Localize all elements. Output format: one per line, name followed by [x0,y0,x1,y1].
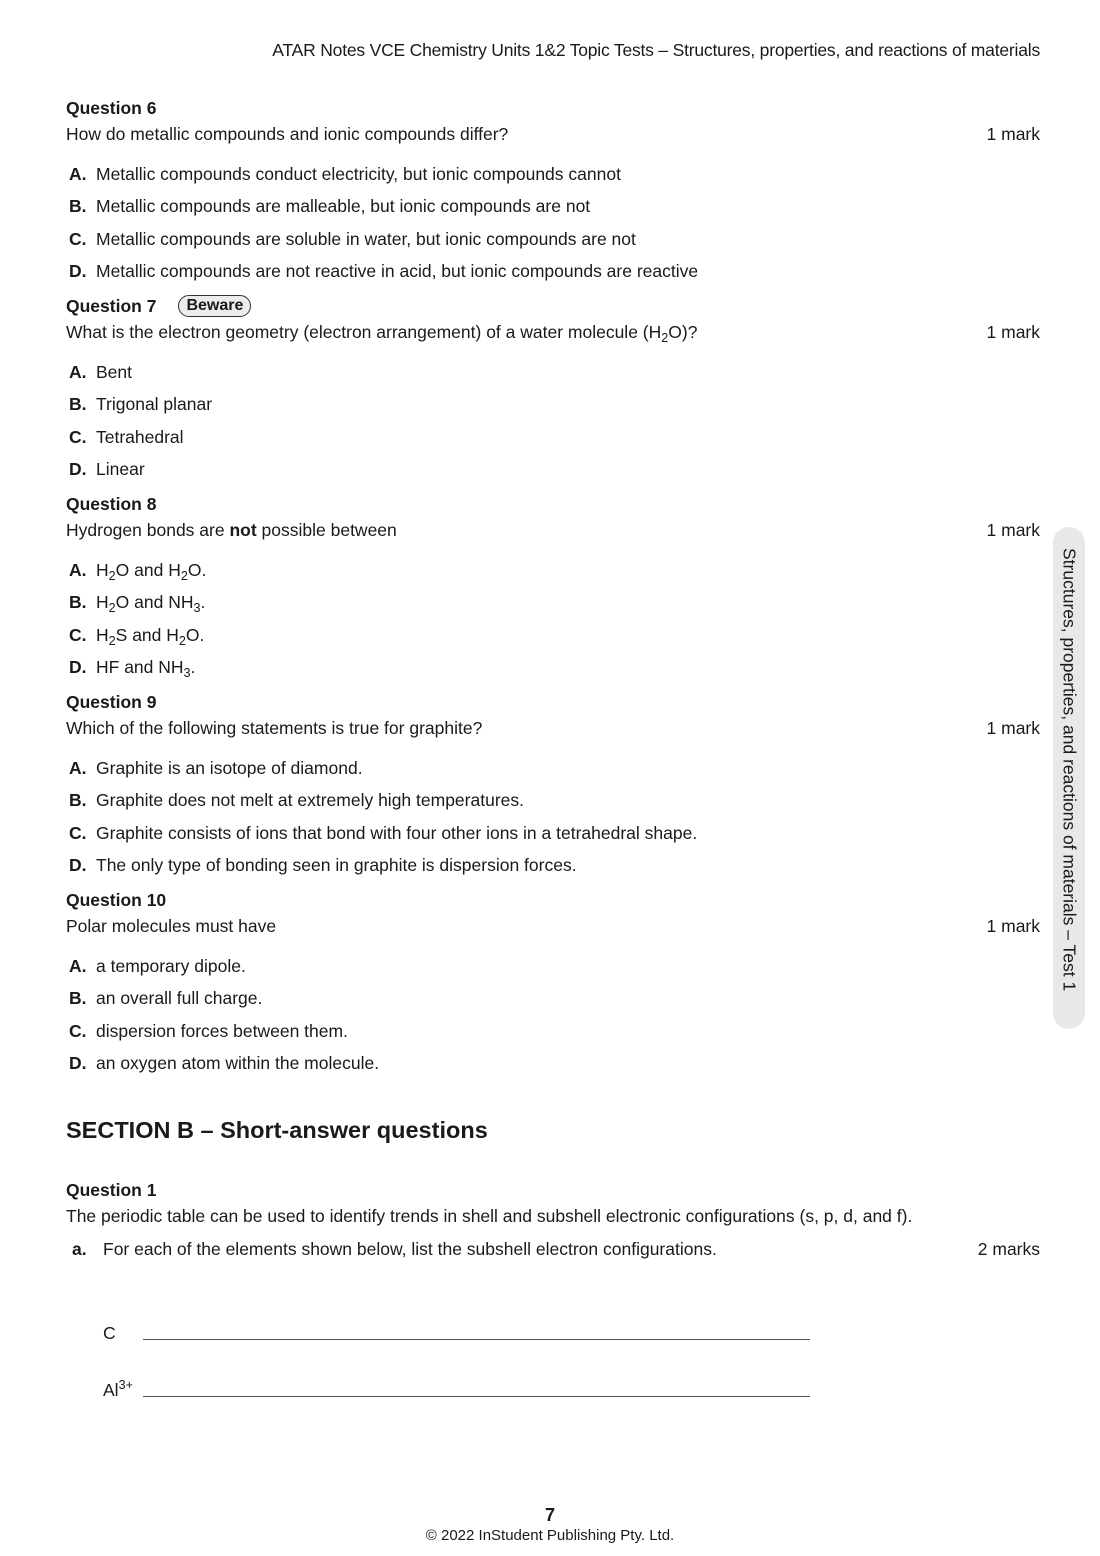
formula-part: . [200,592,206,613]
ion-charge: 3+ [118,1378,133,1393]
stem-post: O)? [668,321,698,342]
option-letter: A. [69,757,87,778]
option-letter: B. [69,394,87,415]
option-text: Linear [96,459,145,480]
formula-subscript: 2 [108,568,116,583]
formula-subscript: 3 [193,601,201,616]
page-content [66,96,1040,1264]
option-text: Graphite consists of ions that bond with four other ions in a tetrahedral shape. [96,822,698,843]
question-stem [66,516,1040,544]
option-d [66,850,1040,883]
formula-part: O. [187,559,207,580]
part-label: a. [72,1238,87,1259]
option-a [66,950,1040,983]
formula-subscript: 2 [180,568,188,583]
option-text [96,592,206,616]
stem-text [66,520,397,541]
option-letter: D. [69,855,87,876]
option-c [66,817,1040,850]
stem-text [66,322,697,343]
formula-part: O. [185,624,205,645]
question-6 [66,96,1040,288]
option-letter: B. [69,196,87,217]
stem-post: possible between [256,519,397,540]
question-stem [66,714,1040,742]
element-symbol: Al [103,1380,119,1400]
option-b [66,191,1040,224]
option-letter: C. [69,822,87,843]
option-letter: A. [69,163,87,184]
options-list [66,950,1040,1080]
option-letter: D. [69,657,87,678]
option-c [66,1015,1040,1048]
option-a [66,356,1040,389]
options-list [66,554,1040,684]
question-10 [66,888,1040,1080]
stem-pre: Hydrogen bonds are [66,519,230,540]
stem-text: Polar molecules must have [66,915,277,936]
answer-row-aluminium [103,1380,810,1401]
option-c [66,619,1040,652]
formula-part: O and NH [115,592,194,613]
question-title: Question 1 [66,1179,157,1200]
option-d [66,454,1040,487]
option-letter: B. [69,790,87,811]
option-d [66,652,1040,685]
options-list [66,158,1040,288]
marks-label: 1 mark [986,123,1040,144]
question-9 [66,690,1040,882]
formula-subscript: 3 [183,666,191,681]
section-b-question-1 [66,1178,1040,1264]
question-title [66,294,1040,318]
question-stem [66,318,1040,346]
option-text: Tetrahedral [96,426,184,447]
option-letter: C. [69,624,87,645]
option-letter: A. [69,361,87,382]
marks-label: 1 mark [986,519,1040,540]
option-d [66,256,1040,289]
option-text: an oxygen atom within the molecule. [96,1053,380,1074]
formula-subscript: 2 [108,601,116,616]
stem-emphasis: not [229,519,257,540]
option-b [66,587,1040,620]
option-letter: D. [69,459,87,480]
option-text: Trigonal planar [96,394,213,415]
option-letter: C. [69,426,87,447]
page-number: 7 [544,1505,555,1525]
part-text: For each of the elements shown below, list the subshell electron configurations. [103,1238,717,1259]
question-7 [66,294,1040,486]
marks-label: 1 mark [986,915,1040,936]
option-b [66,983,1040,1016]
option-letter: A. [69,955,87,976]
option-letter: C. [69,228,87,249]
option-letter: B. [69,592,87,613]
option-text: The only type of bonding seen in graphite is dispersion forces. [96,855,577,876]
option-b [66,389,1040,422]
question-stem [66,912,1040,940]
option-text [96,625,204,646]
formula-part: HF and NH [96,657,184,678]
answer-label: C [103,1323,116,1343]
stem-text: How do metallic compounds and ionic compounds differ? [66,123,509,144]
marks-label: 1 mark [986,321,1040,342]
formula-subscript: 2 [108,633,116,648]
option-c [66,421,1040,454]
answer-line[interactable] [143,1338,810,1340]
question-title: Question 9 [66,691,157,712]
option-text: Bent [96,361,132,382]
formula-part: H [96,592,109,613]
answer-line[interactable] [143,1395,810,1397]
option-a [66,752,1040,785]
question-stem [66,1202,1040,1230]
option-text: Graphite does not melt at extremely high temperatures. [96,790,524,811]
stem-text: Which of the following statements is true for graphite? [66,717,483,738]
answer-label [103,1380,143,1401]
stem-text: The periodic table can be used to identify trends in shell and subshell electronic configurations (s, p, d, and f). [66,1205,913,1226]
formula-part: H [96,624,109,645]
option-text: Metallic compounds are soluble in water, but ionic compounds are not [96,228,636,249]
answer-row-carbon [103,1323,810,1344]
option-d [66,1048,1040,1081]
option-c [66,223,1040,256]
question-stem [66,120,1040,148]
beware-badge: Beware [178,295,251,317]
option-a [66,158,1040,191]
question-title: Question 10 [66,889,167,910]
option-text: Graphite is an isotope of diamond. [96,757,363,778]
option-text [96,657,196,681]
copyright: © 2022 InStudent Publishing Pty. Ltd. [425,1527,675,1544]
option-text [96,560,206,581]
question-title-text: Question 7 [66,295,157,316]
running-header: ATAR Notes VCE Chemistry Units 1&2 Topic Tests – Structures, properties, and reactions of materials [272,40,1040,60]
option-text: Metallic compounds conduct electricity, but ionic compounds cannot [96,163,621,184]
section-b-title: SECTION B – Short-answer questions [66,1116,488,1143]
formula-part: O and H [115,559,181,580]
stem-pre: What is the electron geometry (electron arrangement) of a water molecule (H [66,321,662,342]
marks-label: 2 marks [977,1238,1040,1259]
option-letter: C. [69,1020,87,1041]
option-text: Metallic compounds are not reactive in acid, but ionic compounds are reactive [96,261,699,282]
option-b [66,785,1040,818]
option-text: a temporary dipole. [96,955,246,976]
options-list [66,356,1040,486]
stem-subscript: 2 [661,330,669,345]
side-tab-label: Structures, properties, and reactions of materials – Test 1 [1059,548,1080,992]
options-list [66,752,1040,882]
formula-part: . [190,657,196,678]
option-letter: D. [69,1053,87,1074]
formula-part: S and H [115,624,179,645]
marks-label: 1 mark [986,717,1040,738]
option-a [66,554,1040,587]
option-text: Metallic compounds are malleable, but ionic compounds are not [96,196,591,217]
option-text: an overall full charge. [96,988,263,1009]
formula-part: H [96,559,109,580]
question-title: Question 6 [66,97,157,118]
option-letter: A. [69,559,87,580]
question-title: Question 8 [66,493,157,514]
formula-subscript: 2 [178,633,186,648]
question-8 [66,492,1040,684]
option-letter: D. [69,261,87,282]
part-a [66,1234,1040,1264]
option-text: dispersion forces between them. [96,1020,348,1041]
option-letter: B. [69,988,87,1009]
